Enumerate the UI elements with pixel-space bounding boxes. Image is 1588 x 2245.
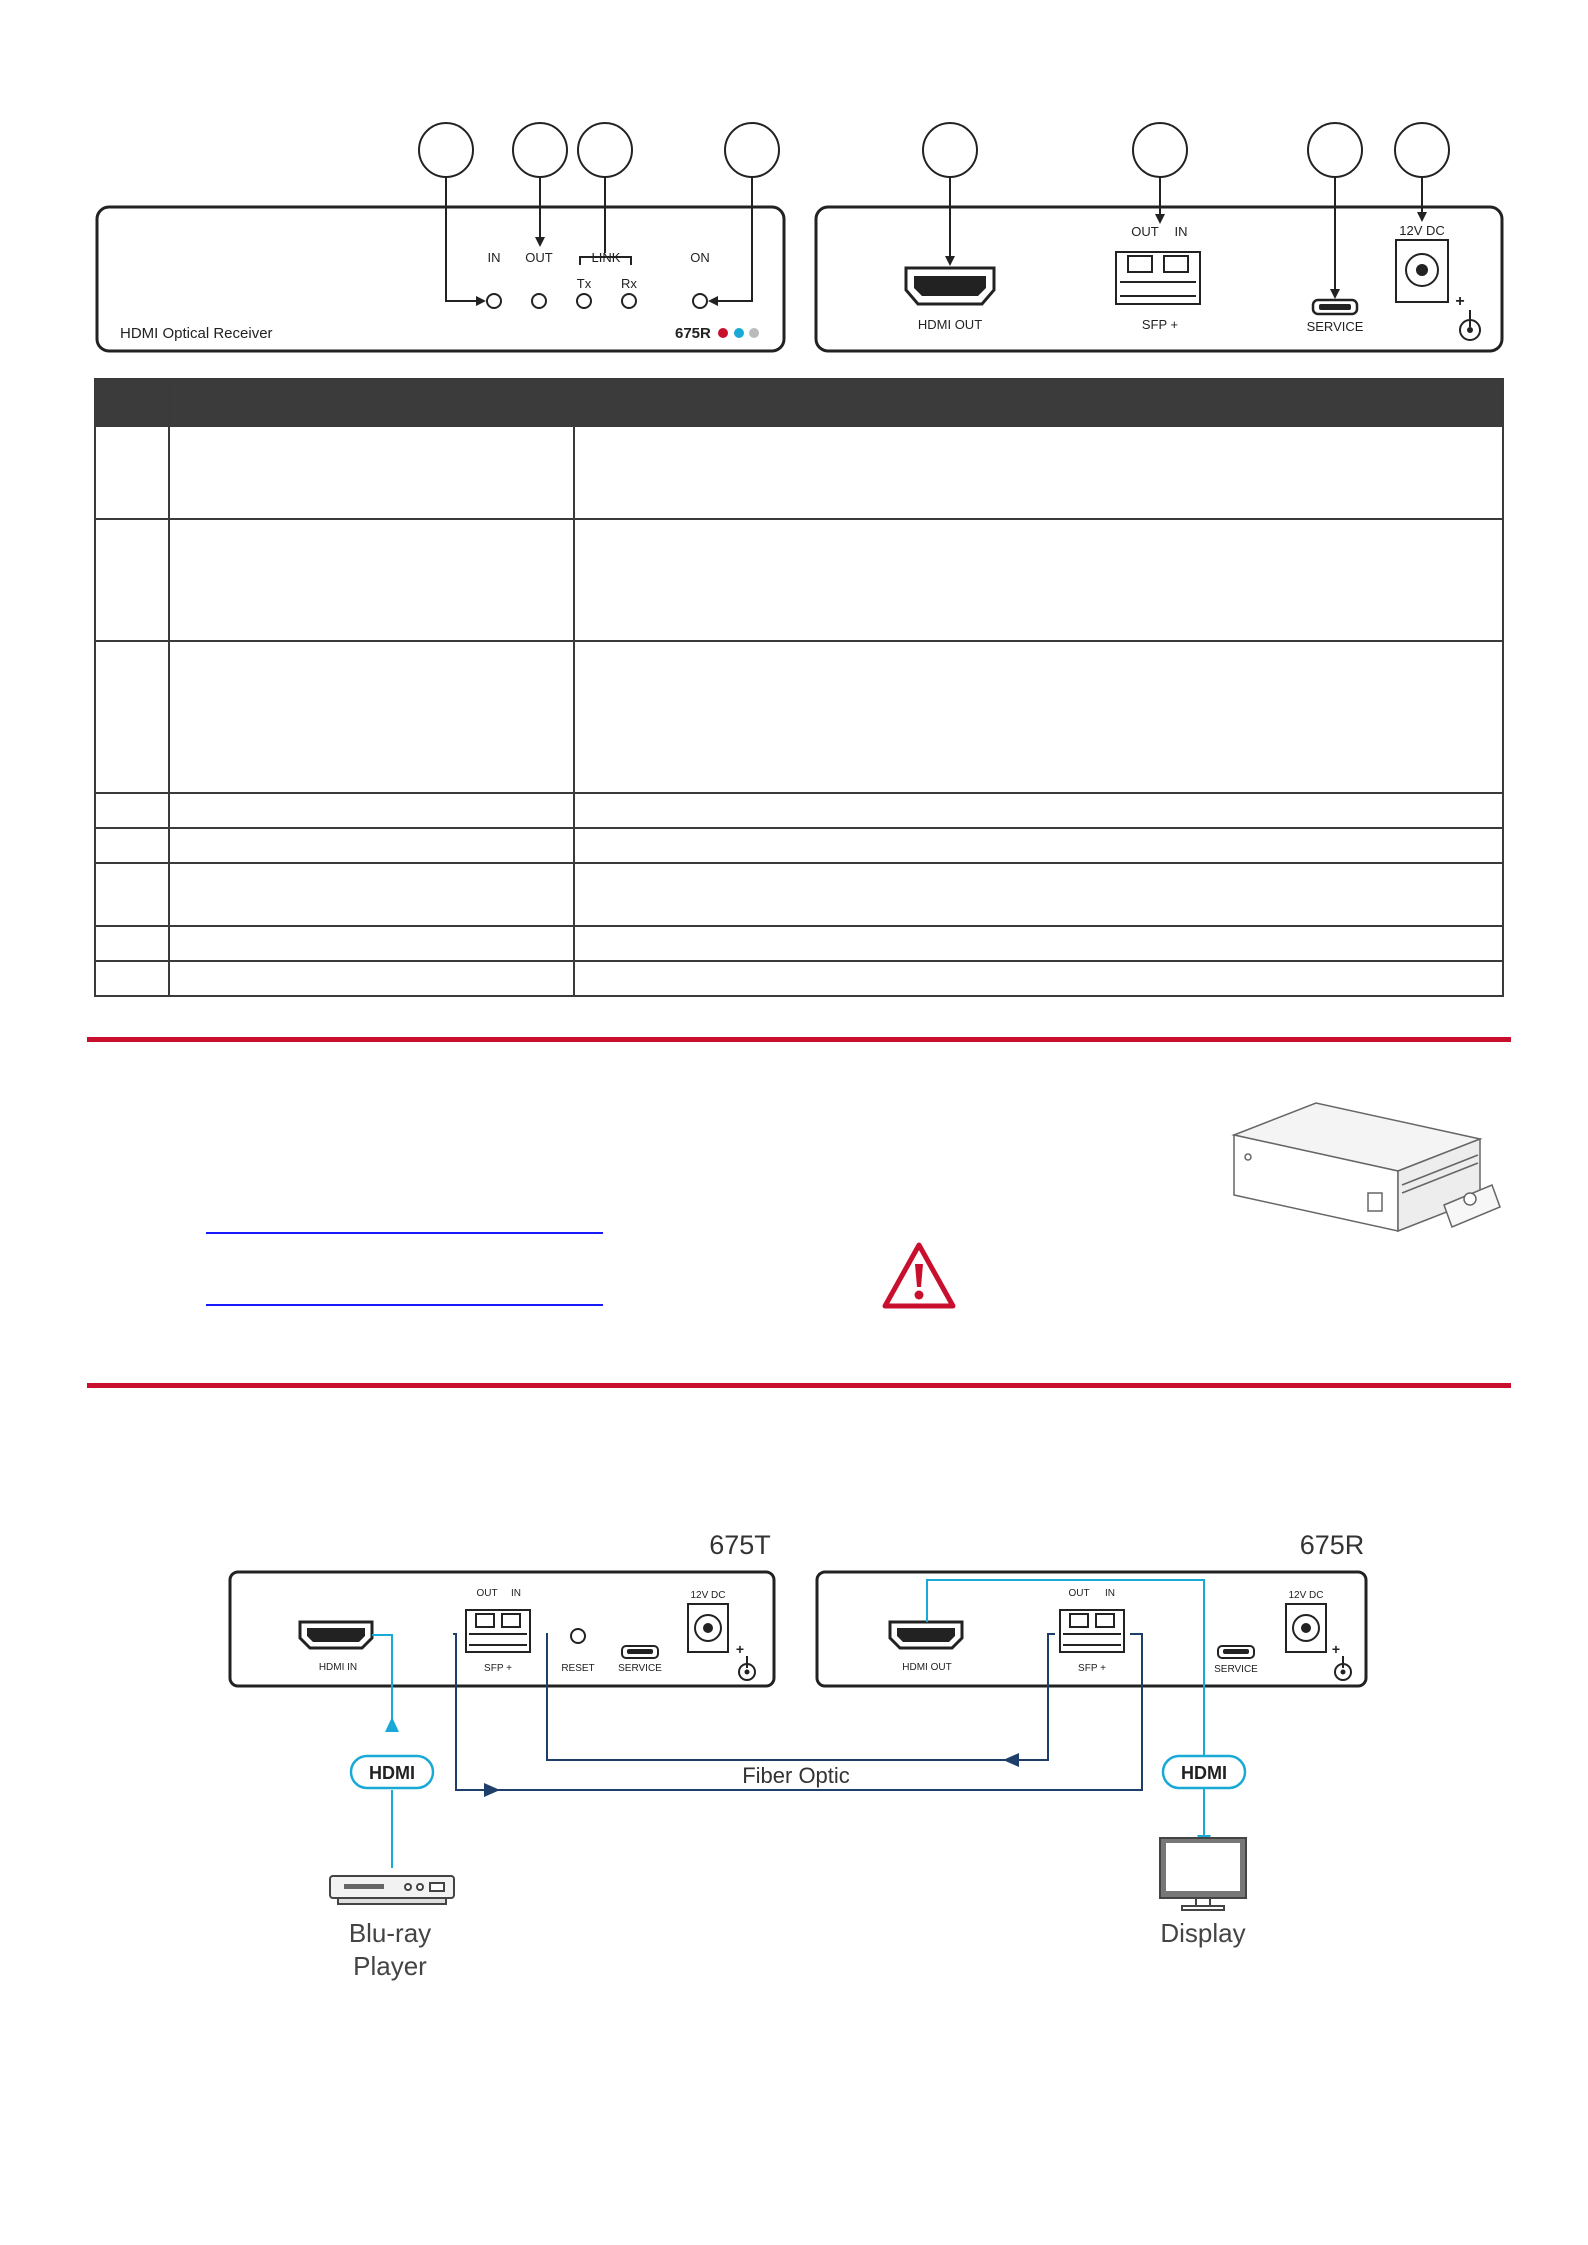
callout-circle: [513, 123, 567, 177]
callout-circle: [1395, 123, 1449, 177]
hdmi-out-label: HDMI OUT: [917, 317, 983, 332]
section-divider: [87, 1037, 1511, 1042]
receiver-power-jack-icon: [1286, 1604, 1326, 1652]
transmitter-service-label: SERVICE: [618, 1663, 662, 1674]
hdmi-tag-right-text: HDMI: [1181, 1763, 1227, 1783]
dc-label: 12V DC: [1399, 223, 1445, 238]
callout-circle: [419, 123, 473, 177]
svg-text:+: +: [735, 1641, 745, 1657]
hdmi-in-label: HDMI IN: [318, 1662, 358, 1673]
transmitter-in-label: IN: [511, 1588, 521, 1599]
hdmi-tag-left-text: HDMI: [369, 1763, 415, 1783]
brand-dots: [718, 328, 759, 338]
sfp-port-icon: [1116, 252, 1200, 304]
description-table: [94, 378, 1504, 997]
sink-device-label: Display: [1160, 1918, 1246, 1948]
table-row: [95, 426, 1503, 519]
reset-button-icon: [571, 1629, 585, 1643]
sfp-in-label: IN: [1174, 224, 1188, 239]
table-row: [95, 828, 1503, 863]
connection-diagram: [0, 1500, 1588, 2020]
transmitter-power-jack-icon: [688, 1604, 728, 1652]
receiver-usb-icon: [1218, 1646, 1254, 1658]
svg-text:+: +: [1331, 1641, 1341, 1657]
device-isometric-illustration: [1230, 1095, 1506, 1245]
led-label-out: OUT: [525, 250, 553, 265]
transmitter-sfp-label: SFP +: [484, 1663, 512, 1674]
led-out: [532, 294, 546, 308]
receiver-hdmi-out-label: HDMI OUT: [902, 1662, 952, 1673]
led-label-rx: Rx: [621, 276, 637, 291]
transmitter-model: 675T: [709, 1530, 771, 1560]
receiver-model: 675R: [1299, 1530, 1365, 1560]
link-underline[interactable]: [206, 1304, 603, 1306]
transmitter-dc-label: 12V DC: [690, 1590, 726, 1601]
fiber-arrow-left: [1003, 1753, 1019, 1767]
source-device-line1: Blu-ray: [348, 1918, 432, 1948]
receiver-out-label: OUT: [1068, 1588, 1090, 1599]
callout-circle: [1133, 123, 1187, 177]
receiver-dc-label: 12V DC: [1288, 1590, 1324, 1601]
sfp-out-label: OUT: [1131, 224, 1159, 239]
led-label-on: ON: [690, 250, 710, 265]
callout-circle: [578, 123, 632, 177]
hdmi-arrow-up: [385, 1717, 399, 1732]
power-jack-icon: [1396, 240, 1448, 302]
fiber-optic-label: Fiber Optic: [742, 1763, 850, 1788]
reset-label: RESET: [561, 1663, 595, 1674]
transmitter-out-label: OUT: [476, 1588, 498, 1599]
hdmi-in-port-icon: [300, 1622, 372, 1648]
table-row: [95, 926, 1503, 961]
transmitter-sfp-icon: [466, 1610, 530, 1652]
source-device-line2: Player: [353, 1951, 427, 1981]
warning-icon: [880, 1240, 958, 1312]
panel-illustrations: [0, 0, 1588, 370]
receiver-in-label: IN: [1105, 1588, 1115, 1599]
receiver-hdmi-out-icon: [890, 1622, 962, 1648]
transmitter-usb-icon: [622, 1646, 658, 1658]
receiver-service-label: SERVICE: [1214, 1664, 1258, 1675]
led-label-in: IN: [487, 250, 501, 265]
receiver-sfp-icon: [1060, 1610, 1124, 1652]
table-row: [95, 519, 1503, 641]
section-divider: [87, 1383, 1511, 1388]
table-header: [95, 379, 1503, 426]
svg-text:+: +: [1455, 293, 1465, 310]
callout-circle: [725, 123, 779, 177]
table-row: [95, 961, 1503, 996]
callout-circle: [1308, 123, 1362, 177]
sfp-label: SFP +: [1141, 317, 1179, 332]
receiver-sfp-label: SFP +: [1078, 1663, 1106, 1674]
model-label: 675R: [675, 325, 711, 342]
table-row: [95, 793, 1503, 828]
led-label-link: LINK: [591, 250, 621, 265]
usb-port-icon: [1313, 300, 1357, 314]
led-label-tx: Tx: [576, 276, 592, 291]
table-row: [95, 863, 1503, 926]
product-name: HDMI Optical Receiver: [120, 325, 273, 342]
led-link-tx: [577, 294, 591, 308]
table-row: [95, 641, 1503, 793]
led-on: [693, 294, 707, 308]
callout-circle: [923, 123, 977, 177]
display-icon: [1160, 1838, 1246, 1910]
hdmi-out-port-icon: [906, 268, 994, 304]
led-link-rx: [622, 294, 636, 308]
service-label: SERVICE: [1306, 319, 1364, 334]
link-underline[interactable]: [206, 1232, 603, 1234]
fiber-arrow-right: [484, 1783, 500, 1797]
blu-ray-player-icon: [330, 1876, 454, 1904]
led-in: [487, 294, 501, 308]
